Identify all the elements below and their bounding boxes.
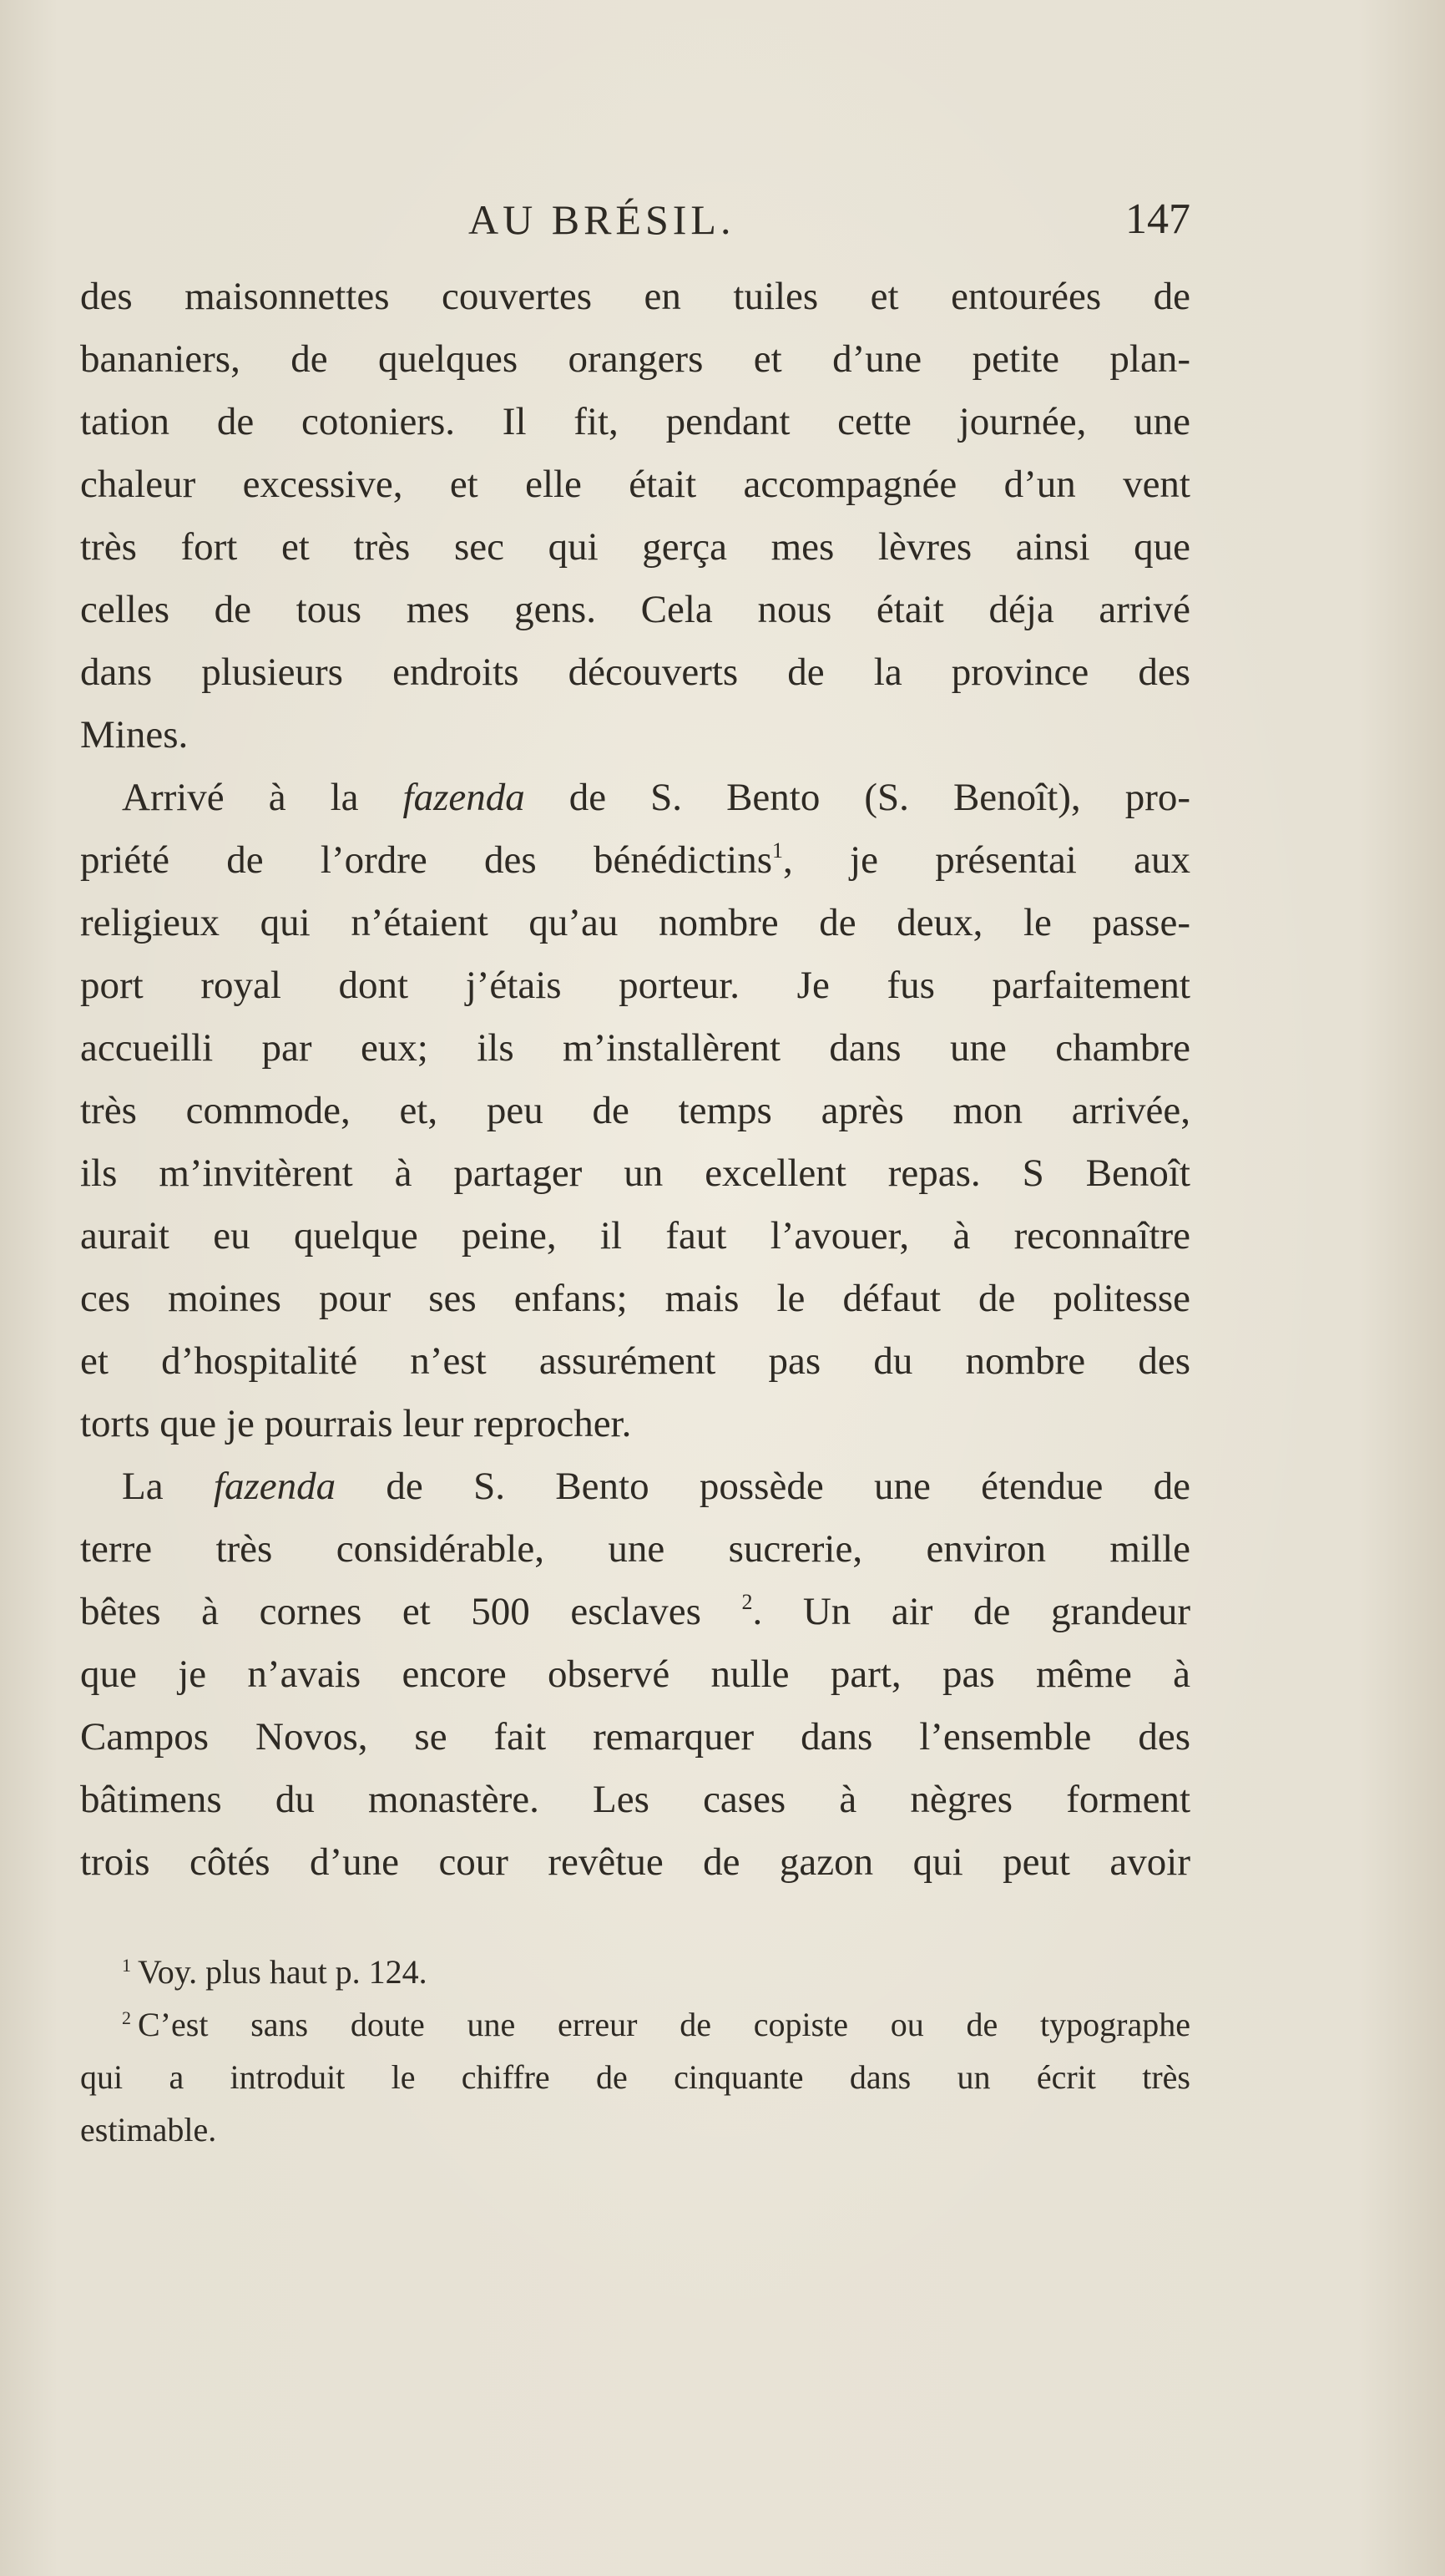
footnotes <box>80 1946 1190 2156</box>
text-fragment: priété de l’ordre des bénédictins <box>80 838 773 882</box>
text-line: religieux qui n’étaient qu’au nombre de deux, le passe- <box>80 901 1190 944</box>
text-line: celles de tous mes gens. Cela nous était déja arrivé <box>80 588 1190 631</box>
footnote-ref-2: 2 <box>741 1590 753 1614</box>
text-fragment: La <box>122 1465 214 1508</box>
text-line: aurait eu quelque peine, il faut l’avouer, à reconnaître <box>80 1214 1190 1258</box>
text-line: ils m’invitèrent à partager un excellent repas. S Benoît <box>80 1151 1190 1195</box>
text-fragment: de S. Bento (S. Benoît), pro- <box>524 776 1190 819</box>
text-line: port royal dont j’étais porteur. Je fus parfaitement <box>80 964 1190 1007</box>
text-line: des maisonnettes couvertes en tuiles et entourées de <box>80 275 1190 318</box>
footnote-text: C’est sans doute une erreur de copiste ou de typographe <box>138 2006 1190 2043</box>
text-line: et d’hospitalité n’est assurément pas du nombre des <box>80 1339 1190 1383</box>
text-line: bâtimens du monastère. Les cases à nègres forment <box>80 1778 1190 1821</box>
text-fragment: , je présentai aux <box>783 838 1191 882</box>
footnote-ref-1: 1 <box>772 838 784 863</box>
text-line: tation de cotoniers. Il fit, pendant cette journée, une <box>80 400 1190 443</box>
italic-term: fazenda <box>213 1465 336 1508</box>
text-line: Campos Novos, se fait remarquer dans l’ensemble des <box>80 1715 1190 1759</box>
text-line: que je n’avais encore observé nulle part, pas même à <box>80 1652 1190 1696</box>
text-line <box>80 1581 1190 1643</box>
text-line: chaleur excessive, et elle était accompagnée d’un vent <box>80 463 1190 506</box>
footnote-line: qui a introduit le chiffre de cinquante dans un écrit très <box>80 2058 1190 2096</box>
page-header <box>80 190 1190 249</box>
page-number: 147 <box>1125 195 1190 243</box>
text-line: très fort et très sec qui gerça mes lèvres ainsi que <box>80 525 1190 569</box>
text-line: trois côtés d’une cour revêtue de gazon qui peut avoir <box>80 1840 1190 1884</box>
text-fragment: bêtes à cornes et 500 esclaves <box>80 1590 742 1633</box>
text-line-paragraph-start <box>80 1455 1190 1518</box>
text-fragment: . Un air de grandeur <box>752 1590 1190 1633</box>
body-text <box>80 266 1190 1894</box>
footnote-line: estimable. <box>80 2111 217 2148</box>
text-line <box>80 829 1190 892</box>
text-fragment: de S. Bento possède une étendue de <box>336 1465 1190 1508</box>
text-line: dans plusieurs endroits découverts de la province des <box>80 650 1190 694</box>
footnote-1 <box>80 1946 1190 1998</box>
text-line: ces moines pour ses enfans; mais le défaut de politesse <box>80 1277 1190 1320</box>
text-line: torts que je pourrais leur reprocher. <box>80 1402 632 1445</box>
text-line-paragraph-start <box>80 767 1190 829</box>
text-line: accueilli par eux; ils m’installèrent dans une chambre <box>80 1026 1190 1070</box>
italic-term: fazenda <box>402 776 525 819</box>
footnote-mark: 1 <box>122 1955 131 1976</box>
running-head: AU BRÉSIL. <box>468 196 735 243</box>
text-line: terre très considérable, une sucrerie, environ mille <box>80 1527 1190 1571</box>
footnote-text: Voy. plus haut p. 124. <box>138 1953 427 1991</box>
text-line: Mines. <box>80 713 189 757</box>
footnote-2 <box>80 1998 1190 2051</box>
text-line: très commode, et, peu de temps après mon arrivée, <box>80 1089 1190 1132</box>
footnote-mark: 2 <box>122 2007 131 2028</box>
text-fragment: Arrivé à la <box>122 776 403 819</box>
text-line: bananiers, de quelques orangers et d’une petite plan- <box>80 337 1190 381</box>
